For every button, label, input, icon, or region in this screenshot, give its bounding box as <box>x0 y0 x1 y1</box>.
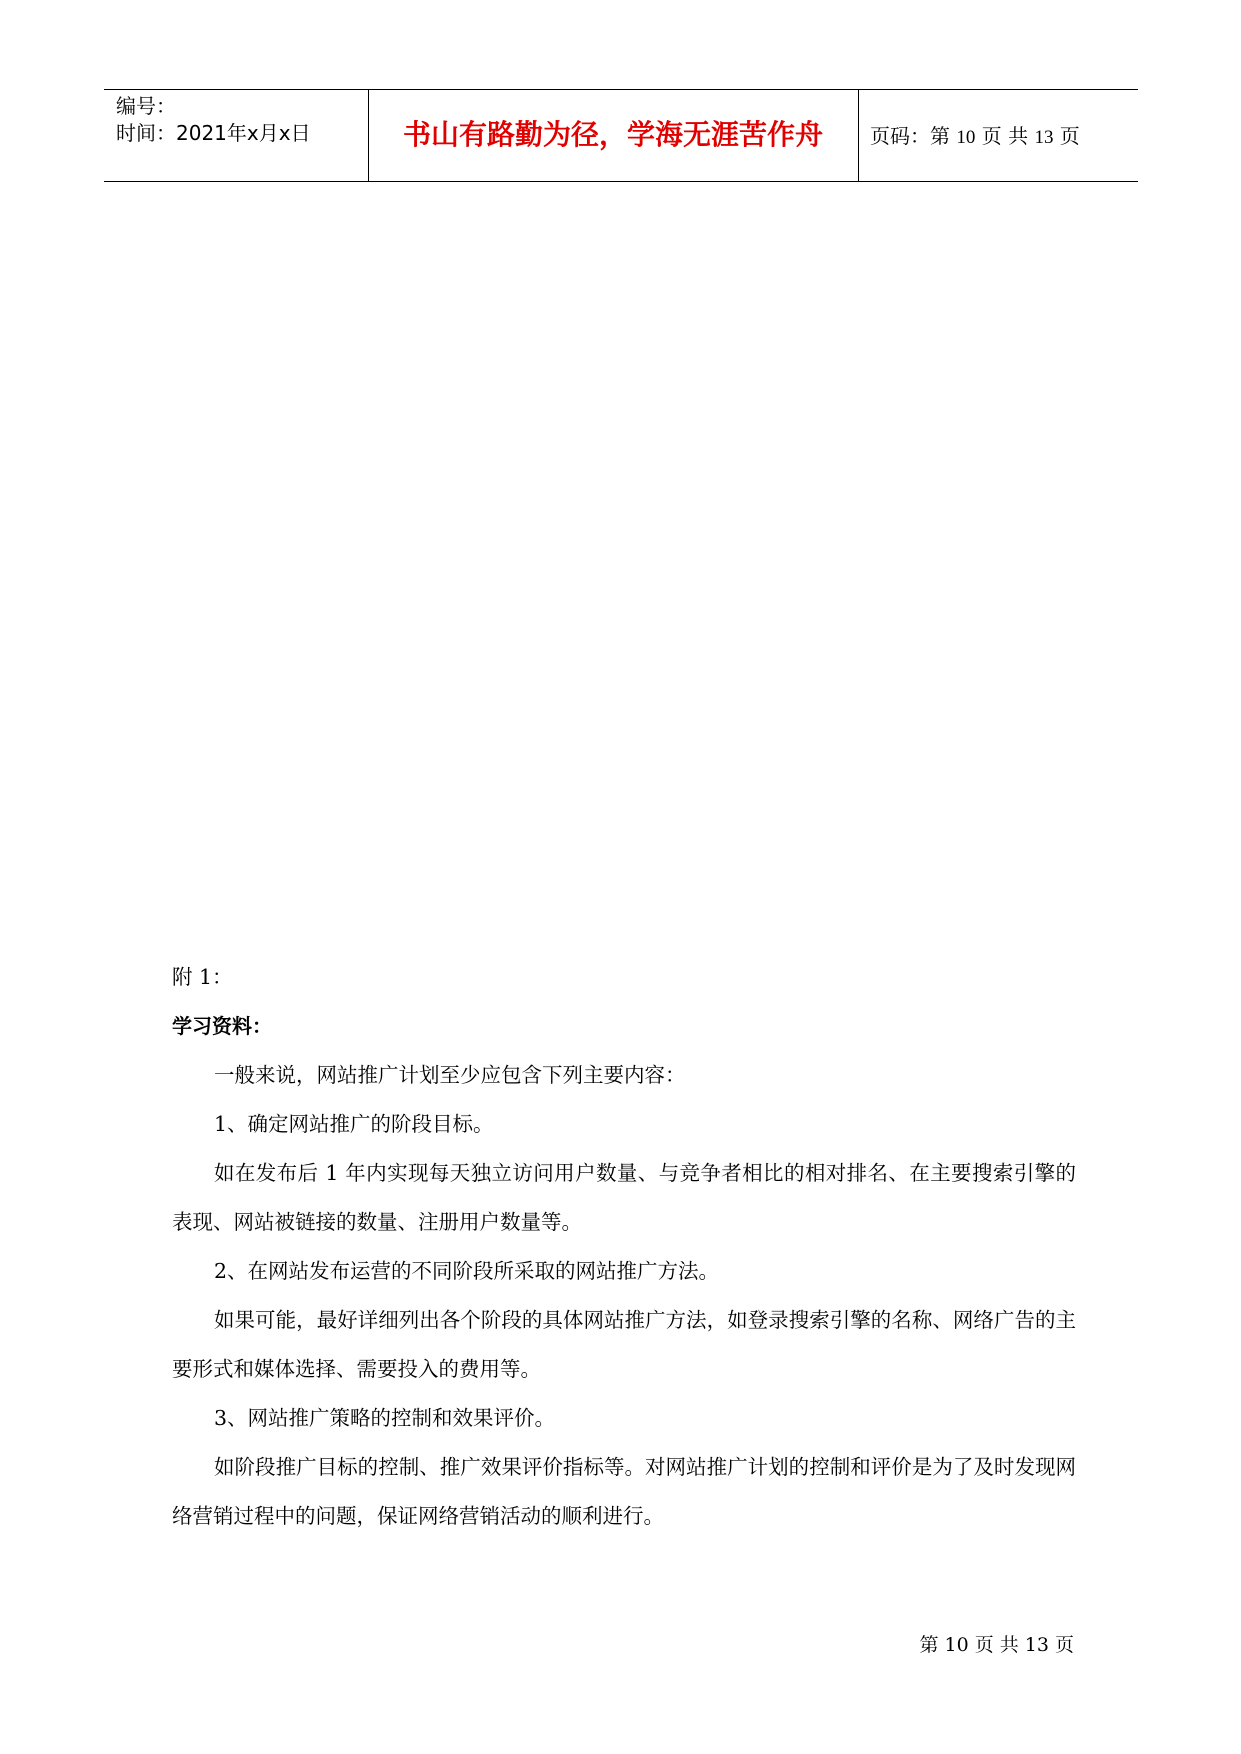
page-header <box>104 89 1138 182</box>
document-time-label: 时间：2021年x月x日 <box>116 121 311 145</box>
paragraph-item-1-detail: 如在发布后 1 年内实现每天独立访问用户数量、与竞争者相比的相对排名、在主要搜索引擎的表现、网站被链接的数量、注册用户数量等。 <box>172 1161 1076 1234</box>
paragraph-item-3: 3、网站推广策略的控制和效果评价。 <box>214 1406 556 1430</box>
header-motto: 书山有路勤为径，学海无涯苦作舟 <box>402 118 823 151</box>
paragraph-item-2: 2、在网站发布运营的不同阶段所采取的网站推广方法。 <box>214 1259 720 1283</box>
header-page-cell <box>858 90 1138 181</box>
page-footer: 第 10 页 共 13 页 <box>919 1634 1074 1656</box>
page-code-total: 13 <box>1034 127 1054 148</box>
paragraph-item-3-detail: 如阶段推广目标的控制、推广效果评价指标等。对网站推广计划的控制和评价是为了及时发现网络营销过程中的问题，保证网络营销活动的顺利进行。 <box>172 1455 1076 1528</box>
paragraph-item-1: 1、确定网站推广的阶段目标。 <box>214 1112 494 1136</box>
header-info-cell <box>104 90 369 181</box>
page-code-current: 10 <box>956 127 976 148</box>
document-number-label: 编号： <box>116 94 176 118</box>
paragraph-item-2-detail: 如果可能，最好详细列出各个阶段的具体网站推广方法，如登录搜索引擎的名称、网络广告的主要形式和媒体选择、需要投入的费用等。 <box>172 1308 1076 1381</box>
header-motto-cell <box>368 90 859 181</box>
paragraph-intro: 一般来说，网站推广计划至少应包含下列主要内容： <box>214 1063 686 1087</box>
header-page-code <box>870 123 1080 151</box>
section-title: 学习资料： <box>172 1014 272 1038</box>
page-code-prefix: 页码：第 <box>870 124 950 148</box>
page-code-middle: 页 共 <box>981 124 1029 148</box>
appendix-label: 附 1： <box>172 965 233 989</box>
document-body <box>172 953 1076 1541</box>
page-code-suffix: 页 <box>1059 124 1080 148</box>
